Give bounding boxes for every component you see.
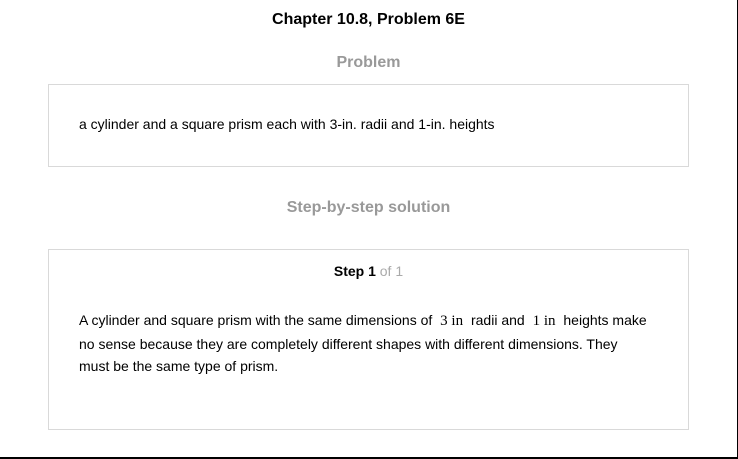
- step-text-line3: must be the same type of prism.: [79, 358, 279, 374]
- problem-card: [48, 84, 689, 167]
- step-card: [48, 249, 689, 430]
- step-label: [49, 263, 688, 279]
- math-radius-value: 3 in: [440, 313, 464, 329]
- step-number: Step 1: [333, 263, 376, 279]
- solution-heading: Step-by-step solution: [286, 199, 451, 216]
- step-text-line2: no sense because they are completely different shapes with different dimensions. They: [79, 335, 618, 352]
- step-text-part1: A cylinder and square prism with the same dimensions of: [79, 312, 433, 328]
- step-text-part3: heights make: [563, 312, 647, 328]
- step-body: [79, 309, 669, 378]
- chapter-title: Chapter 10.8, Problem 6E: [272, 11, 465, 28]
- problem-heading: Problem: [336, 54, 401, 71]
- step-text-part2: radii and: [470, 312, 525, 328]
- problem-text: a cylinder and a square prism each with 3-in. radii and 1-in. heights: [79, 116, 495, 132]
- step-count: of 1: [379, 263, 404, 279]
- math-height-value: 1 in: [532, 313, 556, 329]
